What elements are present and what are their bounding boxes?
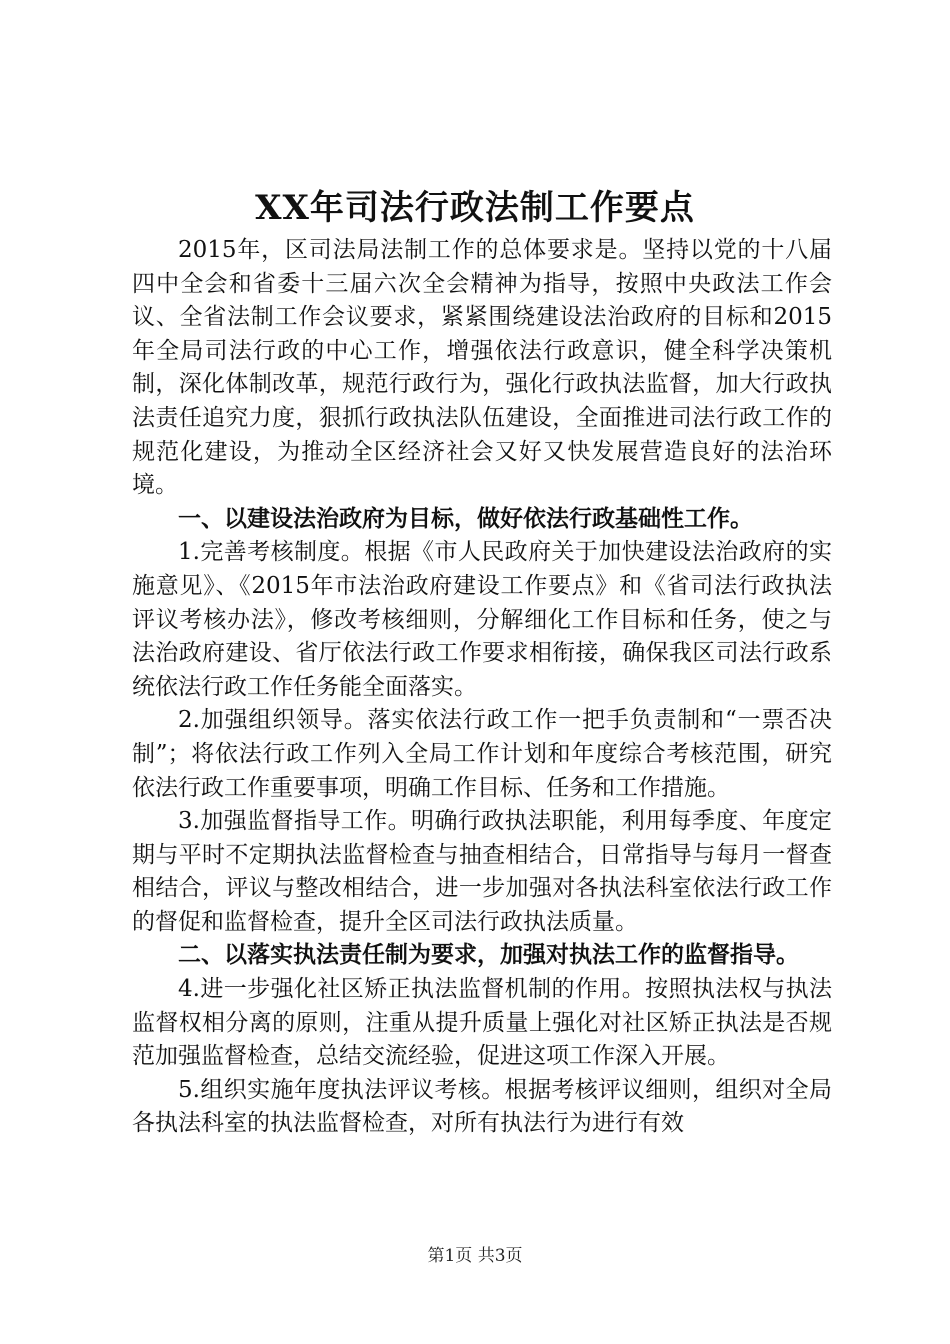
paragraph-item-5: 5.组织实施年度执法评议考核。根据考核评议细则，组织对全局各执法科室的执法监督检查，对所有执法行为进行有效	[132, 1076, 832, 1137]
section-heading-1: 一、以建设法治政府为目标，做好依法行政基础性工作。	[178, 505, 753, 532]
paragraph-item-2: 2.加强组织领导。落实依法行政工作一把手负责制和“一票否决制”；将依法行政工作列入全局工作计划和年度综合考核范围，研究依法行政工作重要事项，明确工作目标、任务和工作措施。	[132, 707, 832, 801]
paragraph-item-3: 3.加强监督指导工作。明确行政执法职能，利用每季度、年度定期与平时不定期执法监督检查与抽查相结合，日常指导与每月一督查相结合，评议与整改相结合，进一步加强对各执法科室依法行政工作的督促和监督检查，提升全区司法行政执法质量。	[132, 808, 832, 935]
section-heading-2: 二、以落实执法责任制为要求，加强对执法工作的监督指导。	[178, 942, 799, 969]
paragraph-intro: 2015年，区司法局法制工作的总体要求是。坚持以党的十八届四中全会和省委十三届六次全会精神为指导，按照中央政法工作会议、全省法制工作会议要求，紧紧围绕建设法治政府的目标和2015年全局司法行政的中心工作，增强依法行政意识，健全科学决策机制，深化体制改革，规范行政行为，强化行政执法监督，加大行政执法责任追究力度，狠抓行政执法队伍建设，全面推进司法行政工作的规范化建设，为推动全区经济社会又好又快发展营造良好的法治环境。	[132, 237, 832, 499]
document-body	[132, 234, 832, 1141]
paragraph-item-4: 4.进一步强化社区矫正执法监督机制的作用。按照执法权与执法监督权相分离的原则，注重从提升质量上强化对社区矫正执法是否规范加强监督检查，总结交流经验，促进这项工作深入开展。	[132, 976, 832, 1070]
paragraph-item-1: 1.完善考核制度。根据《市人民政府关于加快建设法治政府的实施意见》、《2015年市法治政府建设工作要点》和《省司法行政执法评议考核办法》，修改考核细则，分解细化工作目标和任务，使之与法治政府建设、省厅依法行政工作要求相衔接，确保我区司法行政系统依法行政工作任务能全面落实。	[132, 539, 832, 700]
page-footer: 第1页 共3页	[427, 1246, 523, 1266]
document-title: XX年司法行政法制工作要点	[255, 188, 695, 228]
